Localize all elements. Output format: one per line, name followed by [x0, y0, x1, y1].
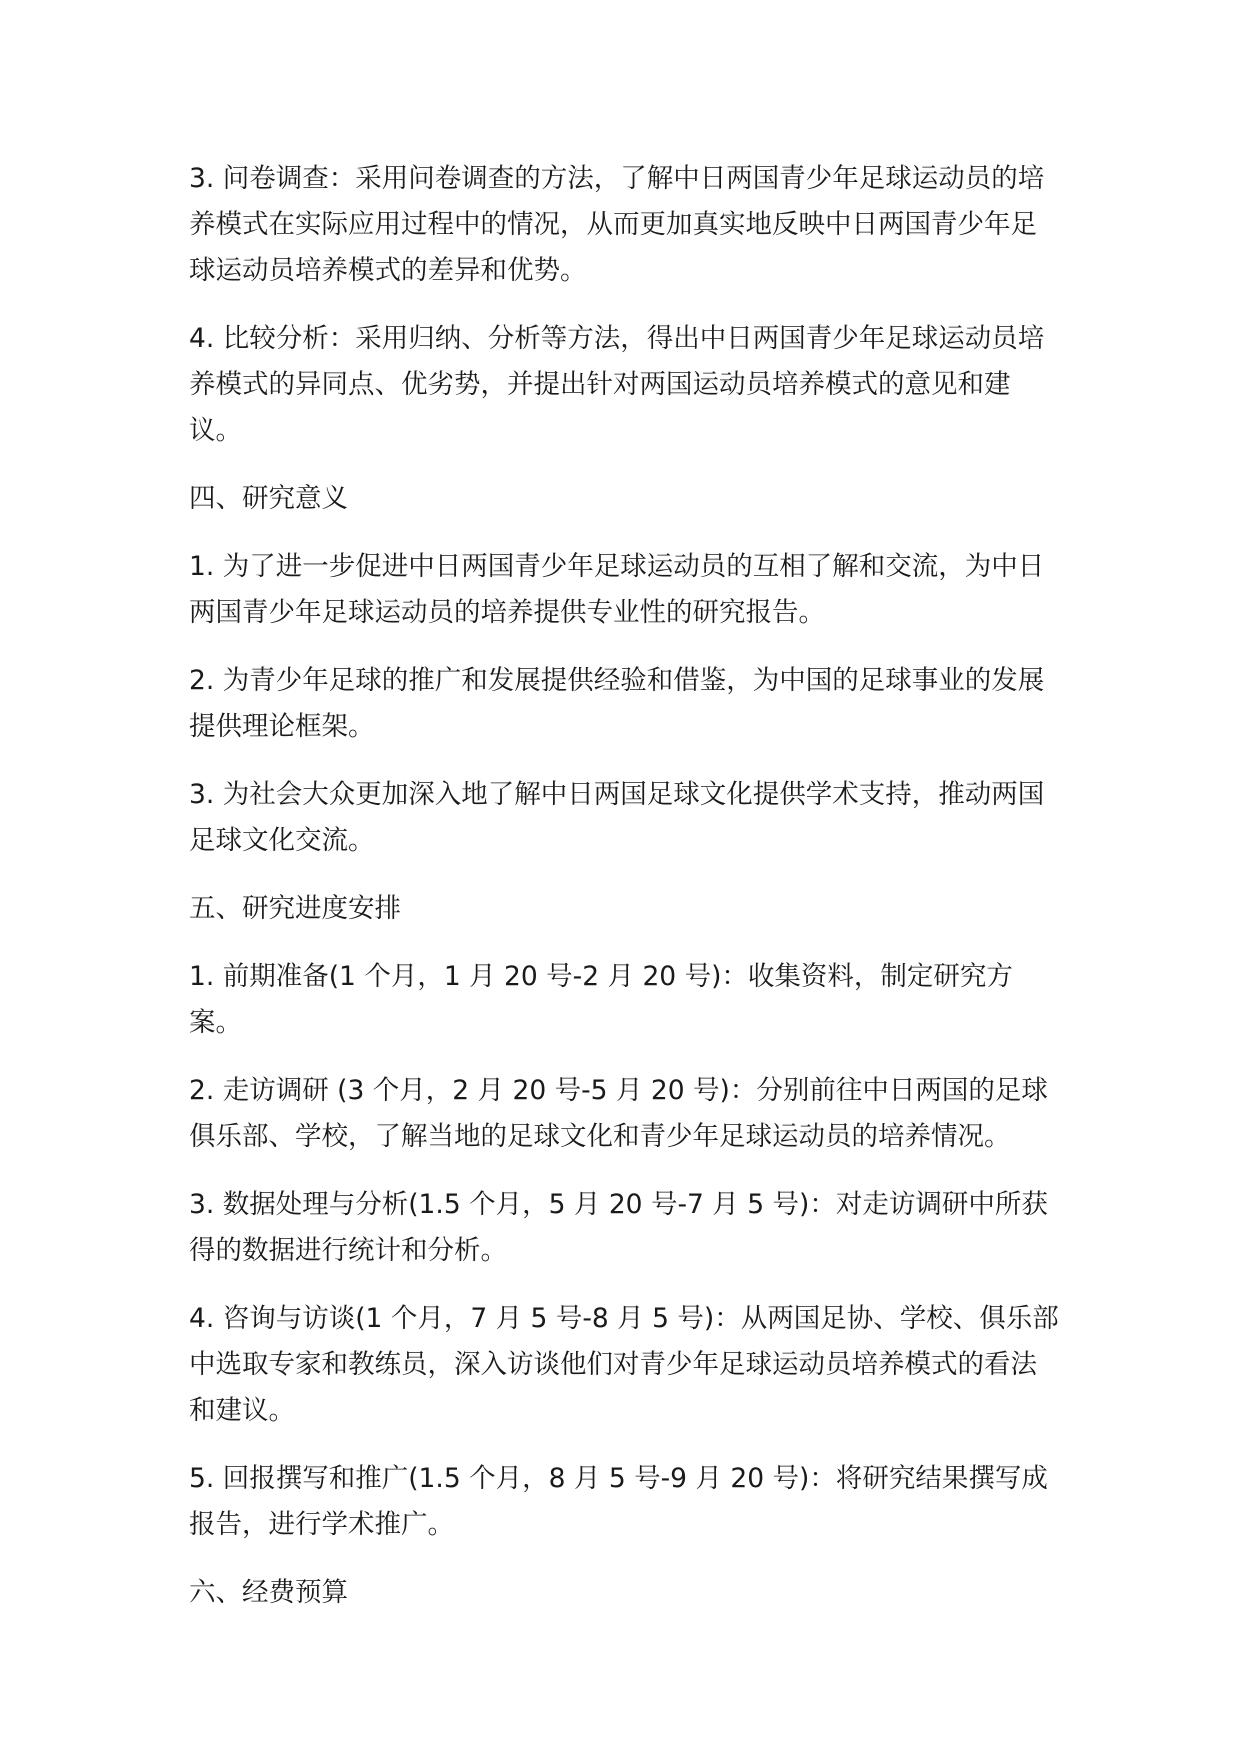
paragraph-schedule-1: 1. 前期准备(1 个月，1 月 20 号-2 月 20 号)：收集资料，制定研究方案。 — [189, 961, 1013, 1038]
paragraph-survey-method: 3. 问卷调查：采用问卷调查的方法，了解中日两国青少年足球运动员的培养模式在实际应用过程中的情况，从而更加真实地反映中日两国青少年足球运动员培养模式的差异和优势。 — [189, 163, 1045, 286]
section-heading-budget: 六、经费预算 — [189, 1577, 348, 1608]
paragraph-significance-1: 1. 为了进一步促进中日两国青少年足球运动员的互相了解和交流，为中日两国青少年足球运动员的培养提供专业性的研究报告。 — [189, 551, 1045, 628]
paragraph-schedule-3: 3. 数据处理与分析(1.5 个月，5 月 20 号-7 月 5 号)：对走访调研中所获得的数据进行统计和分析。 — [189, 1189, 1048, 1266]
section-heading-research-significance: 四、研究意义 — [189, 483, 348, 514]
paragraph-schedule-4: 4. 咨询与访谈(1 个月，7 月 5 号-8 月 5 号)：从两国足协、学校、俱乐部中选取专家和教练员，深入访谈他们对青少年足球运动员培养模式的看法和建议。 — [189, 1303, 1059, 1426]
paragraph-significance-3: 3. 为社会大众更加深入地了解中日两国足球文化提供学术支持，推动两国足球文化交流。 — [189, 779, 1045, 856]
section-heading-schedule: 五、研究进度安排 — [189, 893, 401, 924]
paragraph-significance-2: 2. 为青少年足球的推广和发展提供经验和借鉴，为中国的足球事业的发展提供理论框架。 — [189, 665, 1045, 742]
paragraph-schedule-2: 2. 走访调研 (3 个月，2 月 20 号-5 月 20 号)：分别前往中日两国的足球俱乐部、学校，了解当地的足球文化和青少年足球运动员的培养情况。 — [189, 1075, 1048, 1152]
paragraph-schedule-5: 5. 回报撰写和推广(1.5 个月，8 月 5 号-9 月 20 号)：将研究结果撰写成报告，进行学术推广。 — [189, 1463, 1048, 1540]
document-body — [189, 156, 1059, 1638]
paragraph-comparative-analysis: 4. 比较分析：采用归纳、分析等方法，得出中日两国青少年足球运动员培养模式的异同点、优劣势，并提出针对两国运动员培养模式的意见和建议。 — [189, 323, 1045, 446]
